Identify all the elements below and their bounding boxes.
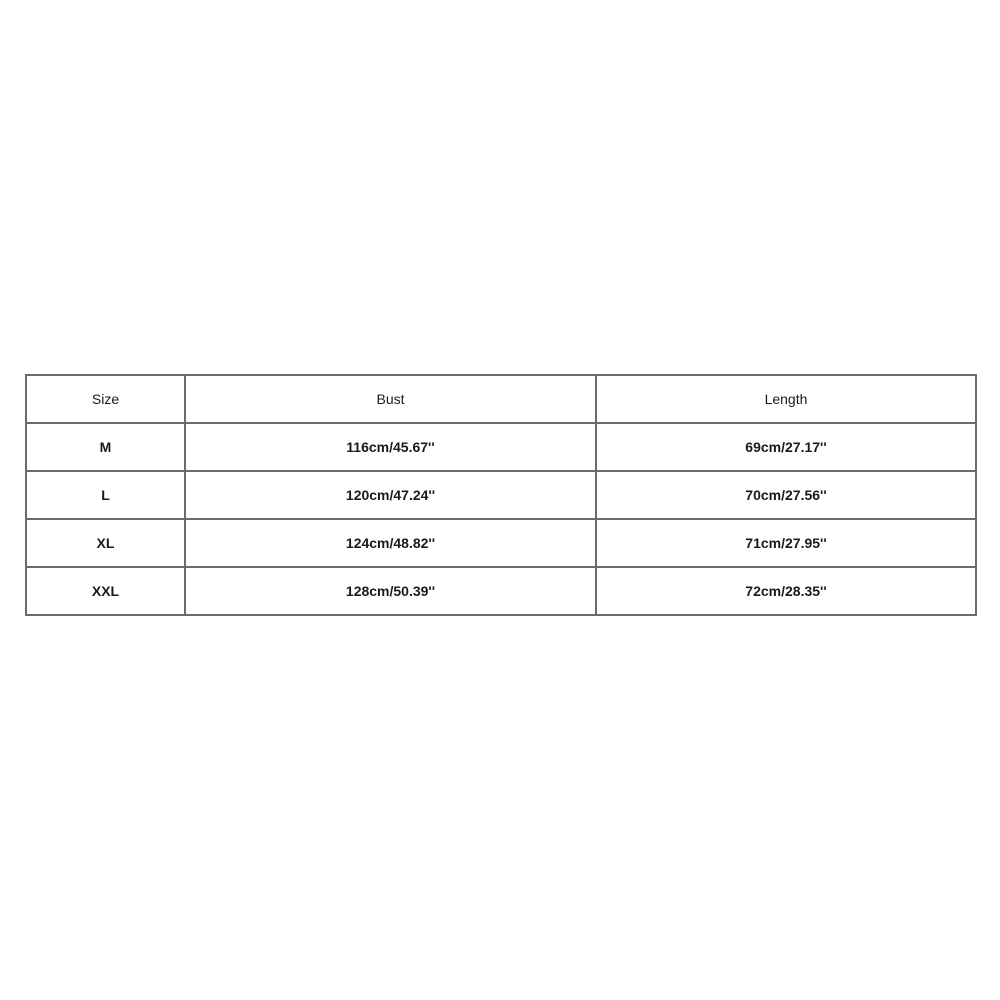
- cell-bust: 116cm/45.67'': [185, 423, 596, 471]
- size-chart-table: [25, 374, 977, 616]
- cell-length: 70cm/27.56'': [596, 471, 976, 519]
- table-row: [26, 519, 976, 567]
- table-header-row: [26, 375, 976, 423]
- table-row: [26, 567, 976, 615]
- cell-size: XXL: [26, 567, 185, 615]
- cell-length: 69cm/27.17'': [596, 423, 976, 471]
- header-size: Size: [26, 375, 185, 423]
- cell-size: XL: [26, 519, 185, 567]
- cell-bust: 128cm/50.39'': [185, 567, 596, 615]
- cell-bust: 124cm/48.82'': [185, 519, 596, 567]
- header-bust: Bust: [185, 375, 596, 423]
- cell-bust: 120cm/47.24'': [185, 471, 596, 519]
- table-row: [26, 423, 976, 471]
- cell-size: M: [26, 423, 185, 471]
- cell-length: 71cm/27.95'': [596, 519, 976, 567]
- cell-size: L: [26, 471, 185, 519]
- table-row: [26, 471, 976, 519]
- header-length: Length: [596, 375, 976, 423]
- cell-length: 72cm/28.35'': [596, 567, 976, 615]
